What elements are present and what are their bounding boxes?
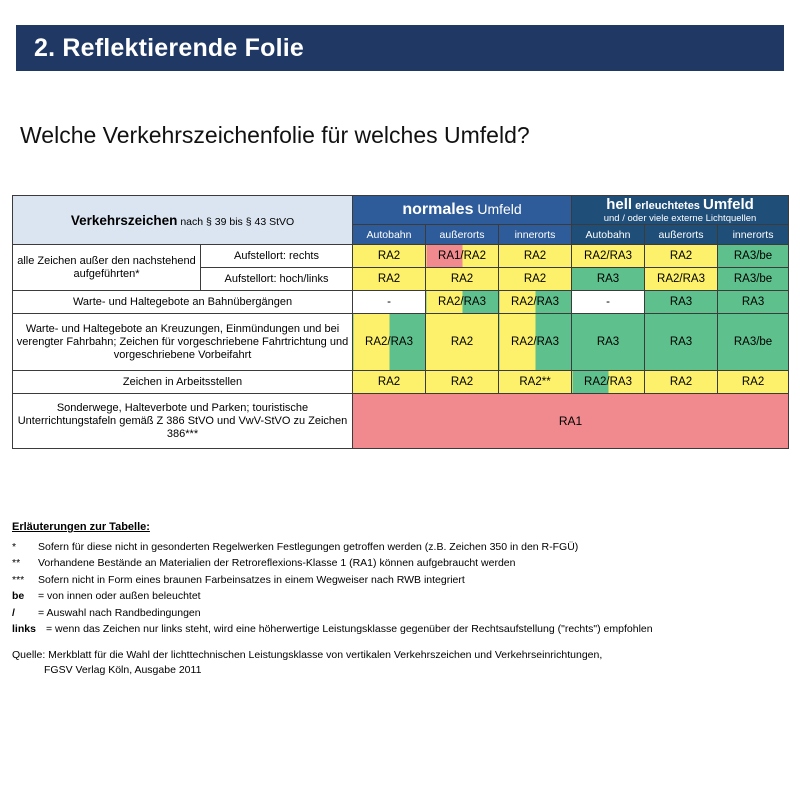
foil-selection-table <box>12 195 789 449</box>
cell-r1b-c6: RA3/be <box>718 268 789 291</box>
cell-r1b-c1: RA2 <box>353 268 426 291</box>
cell-r2-c3: RA2/RA3 <box>499 291 572 314</box>
note-mark: / <box>12 606 15 619</box>
table-row <box>13 371 789 394</box>
cell-r4-c1: RA2 <box>353 371 426 394</box>
column-header-bright-innerorts: innerorts <box>718 225 789 245</box>
group-header-normal <box>353 196 572 225</box>
corner-label-main: Verkehrszeichen <box>70 212 178 228</box>
note-text: = von innen oder außen beleuchtet <box>38 590 201 602</box>
column-header-bright-autobahn: Autobahn <box>572 225 645 245</box>
source-note <box>12 648 602 678</box>
row-label-railway: Warte- und Haltegebote an Bahnübergängen <box>13 291 353 314</box>
note-mark: *** <box>12 573 25 586</box>
group-bright-rest: Umfeld <box>702 196 754 213</box>
table-notes <box>12 520 788 639</box>
row-label-worksites: Zeichen in Arbeitsstellen <box>13 371 353 394</box>
group-bright-strong: hell <box>606 196 633 213</box>
cell-r1a-c6: RA3/be <box>718 245 789 268</box>
page-title: 2. Reflektierende Folie <box>34 33 304 62</box>
cell-r4-c3: RA2** <box>499 371 572 394</box>
note-mark: * <box>12 540 17 553</box>
note-text: Vorhandene Bestände an Materialien der Retroreflexions-Klasse 1 (RA1) können aufgebraucht werden <box>38 557 516 569</box>
cell-r1b-c5: RA2/RA3 <box>645 268 718 291</box>
notes-title: Erläuterungen zur Tabelle: <box>12 521 150 533</box>
table-row <box>13 314 789 371</box>
note-item <box>12 589 788 605</box>
note-item <box>12 622 788 638</box>
corner-label-sub: nach § 39 bis § 43 StVO <box>177 215 295 228</box>
table-row <box>13 245 789 268</box>
note-mark: links <box>12 623 36 635</box>
note-item <box>12 540 788 556</box>
cell-r3-c4: RA3 <box>572 314 645 371</box>
cell-r1a-c3: RA2 <box>499 245 572 268</box>
column-header-bright-ausserorts: außerorts <box>645 225 718 245</box>
cell-r1a-c1: RA2 <box>353 245 426 268</box>
cell-r2-c5: RA3 <box>645 291 718 314</box>
table-row <box>13 394 789 449</box>
slide-subtitle: Welche Verkehrszeichenfolie für welches Umfeld? <box>20 122 530 148</box>
group-bright-mid: erleuchtetes <box>632 200 703 212</box>
cell-r1b-c2: RA2 <box>426 268 499 291</box>
note-text: = wenn das Zeichen nur links steht, wird eine höherwertige Leistungsklasse gegenüber der Rechtsaufstellung ("rechts") empfohlen <box>46 623 653 635</box>
cell-r2-c6: RA3 <box>718 291 789 314</box>
cell-r1a-c5: RA2 <box>645 245 718 268</box>
note-item <box>12 556 788 572</box>
cell-r3-c6: RA3/be <box>718 314 789 371</box>
table-header-groups <box>13 196 789 225</box>
row-label-special-ways: Sonderwege, Halteverbote und Parken; touristische Unterrichtungstafeln gemäß Z 386 StVO und VwV-StVO zu Zeichen 386*** <box>13 394 353 449</box>
note-text: = Auswahl nach Randbedingungen <box>38 606 201 619</box>
cell-r4-c5: RA2 <box>645 371 718 394</box>
cell-r4-c6: RA2 <box>718 371 789 394</box>
note-mark: be <box>12 590 25 602</box>
column-header-normal-autobahn: Autobahn <box>353 225 426 245</box>
column-header-normal-ausserorts: außerorts <box>426 225 499 245</box>
note-mark: ** <box>12 557 21 569</box>
group-header-bright <box>572 196 789 225</box>
group-normal-rest: Umfeld <box>473 201 522 217</box>
table-row <box>13 291 789 314</box>
cell-r3-c3: RA2/RA3 <box>499 314 572 371</box>
cell-r1b-c3: RA2 <box>499 268 572 291</box>
cell-r3-c2: RA2 <box>426 314 499 371</box>
row-label-all-signs: alle Zeichen außer den nachstehend aufgeführten* <box>13 245 201 291</box>
row-label-junctions: Warte- und Haltegebote an Kreuzungen, Einmündungen und bei verengter Fahrbahn; Zeichen für vorgeschriebene Fahrtrichtung und vorgeschriebene Vorbeifahrt <box>13 314 353 371</box>
cell-r3-c1: RA2/RA3 <box>353 314 426 371</box>
slide-title-bar <box>16 25 784 71</box>
column-header-normal-innerorts: innerorts <box>499 225 572 245</box>
note-text: Sofern für diese nicht in gesonderten Regelwerken Festlegungen getroffen werden (z.B. Zeichen 350 in den R-FGÜ) <box>38 540 579 553</box>
group-normal-strong: normales <box>402 201 474 218</box>
row-sublabel-right: Aufstellort: rechts <box>201 245 353 268</box>
note-item <box>12 573 788 589</box>
cell-r3-c5: RA3 <box>645 314 718 371</box>
cell-r1b-c4: RA3 <box>572 268 645 291</box>
note-text: Sofern nicht in Form eines braunen Farbeinsatzes in einem Wegweiser nach RWB integriert <box>38 573 465 586</box>
source-line-1: Quelle: Merkblatt für die Wahl der lichttechnischen Leistungsklasse von vertikalen Verkehrszeichen und Verkehrseinrichtungen, <box>12 649 603 661</box>
row-sublabel-high-left: Aufstellort: hoch/links <box>201 268 353 291</box>
group-bright-sub: und / oder viele externe Lichtquellen <box>603 213 757 224</box>
table-corner-header <box>13 196 353 245</box>
cell-r2-c2: RA2/RA3 <box>426 291 499 314</box>
cell-r2-c4: - <box>572 291 645 314</box>
note-item <box>12 606 788 622</box>
cell-r1a-c4: RA2/RA3 <box>572 245 645 268</box>
cell-ra1-span: RA1 <box>353 394 789 449</box>
cell-r4-c2: RA2 <box>426 371 499 394</box>
cell-r1a-c2: RA1/RA2 <box>426 245 499 268</box>
source-line-2: FGSV Verlag Köln, Ausgabe 2011 <box>44 664 202 676</box>
cell-r4-c4: RA2/RA3 <box>572 371 645 394</box>
cell-r2-c1: - <box>353 291 426 314</box>
